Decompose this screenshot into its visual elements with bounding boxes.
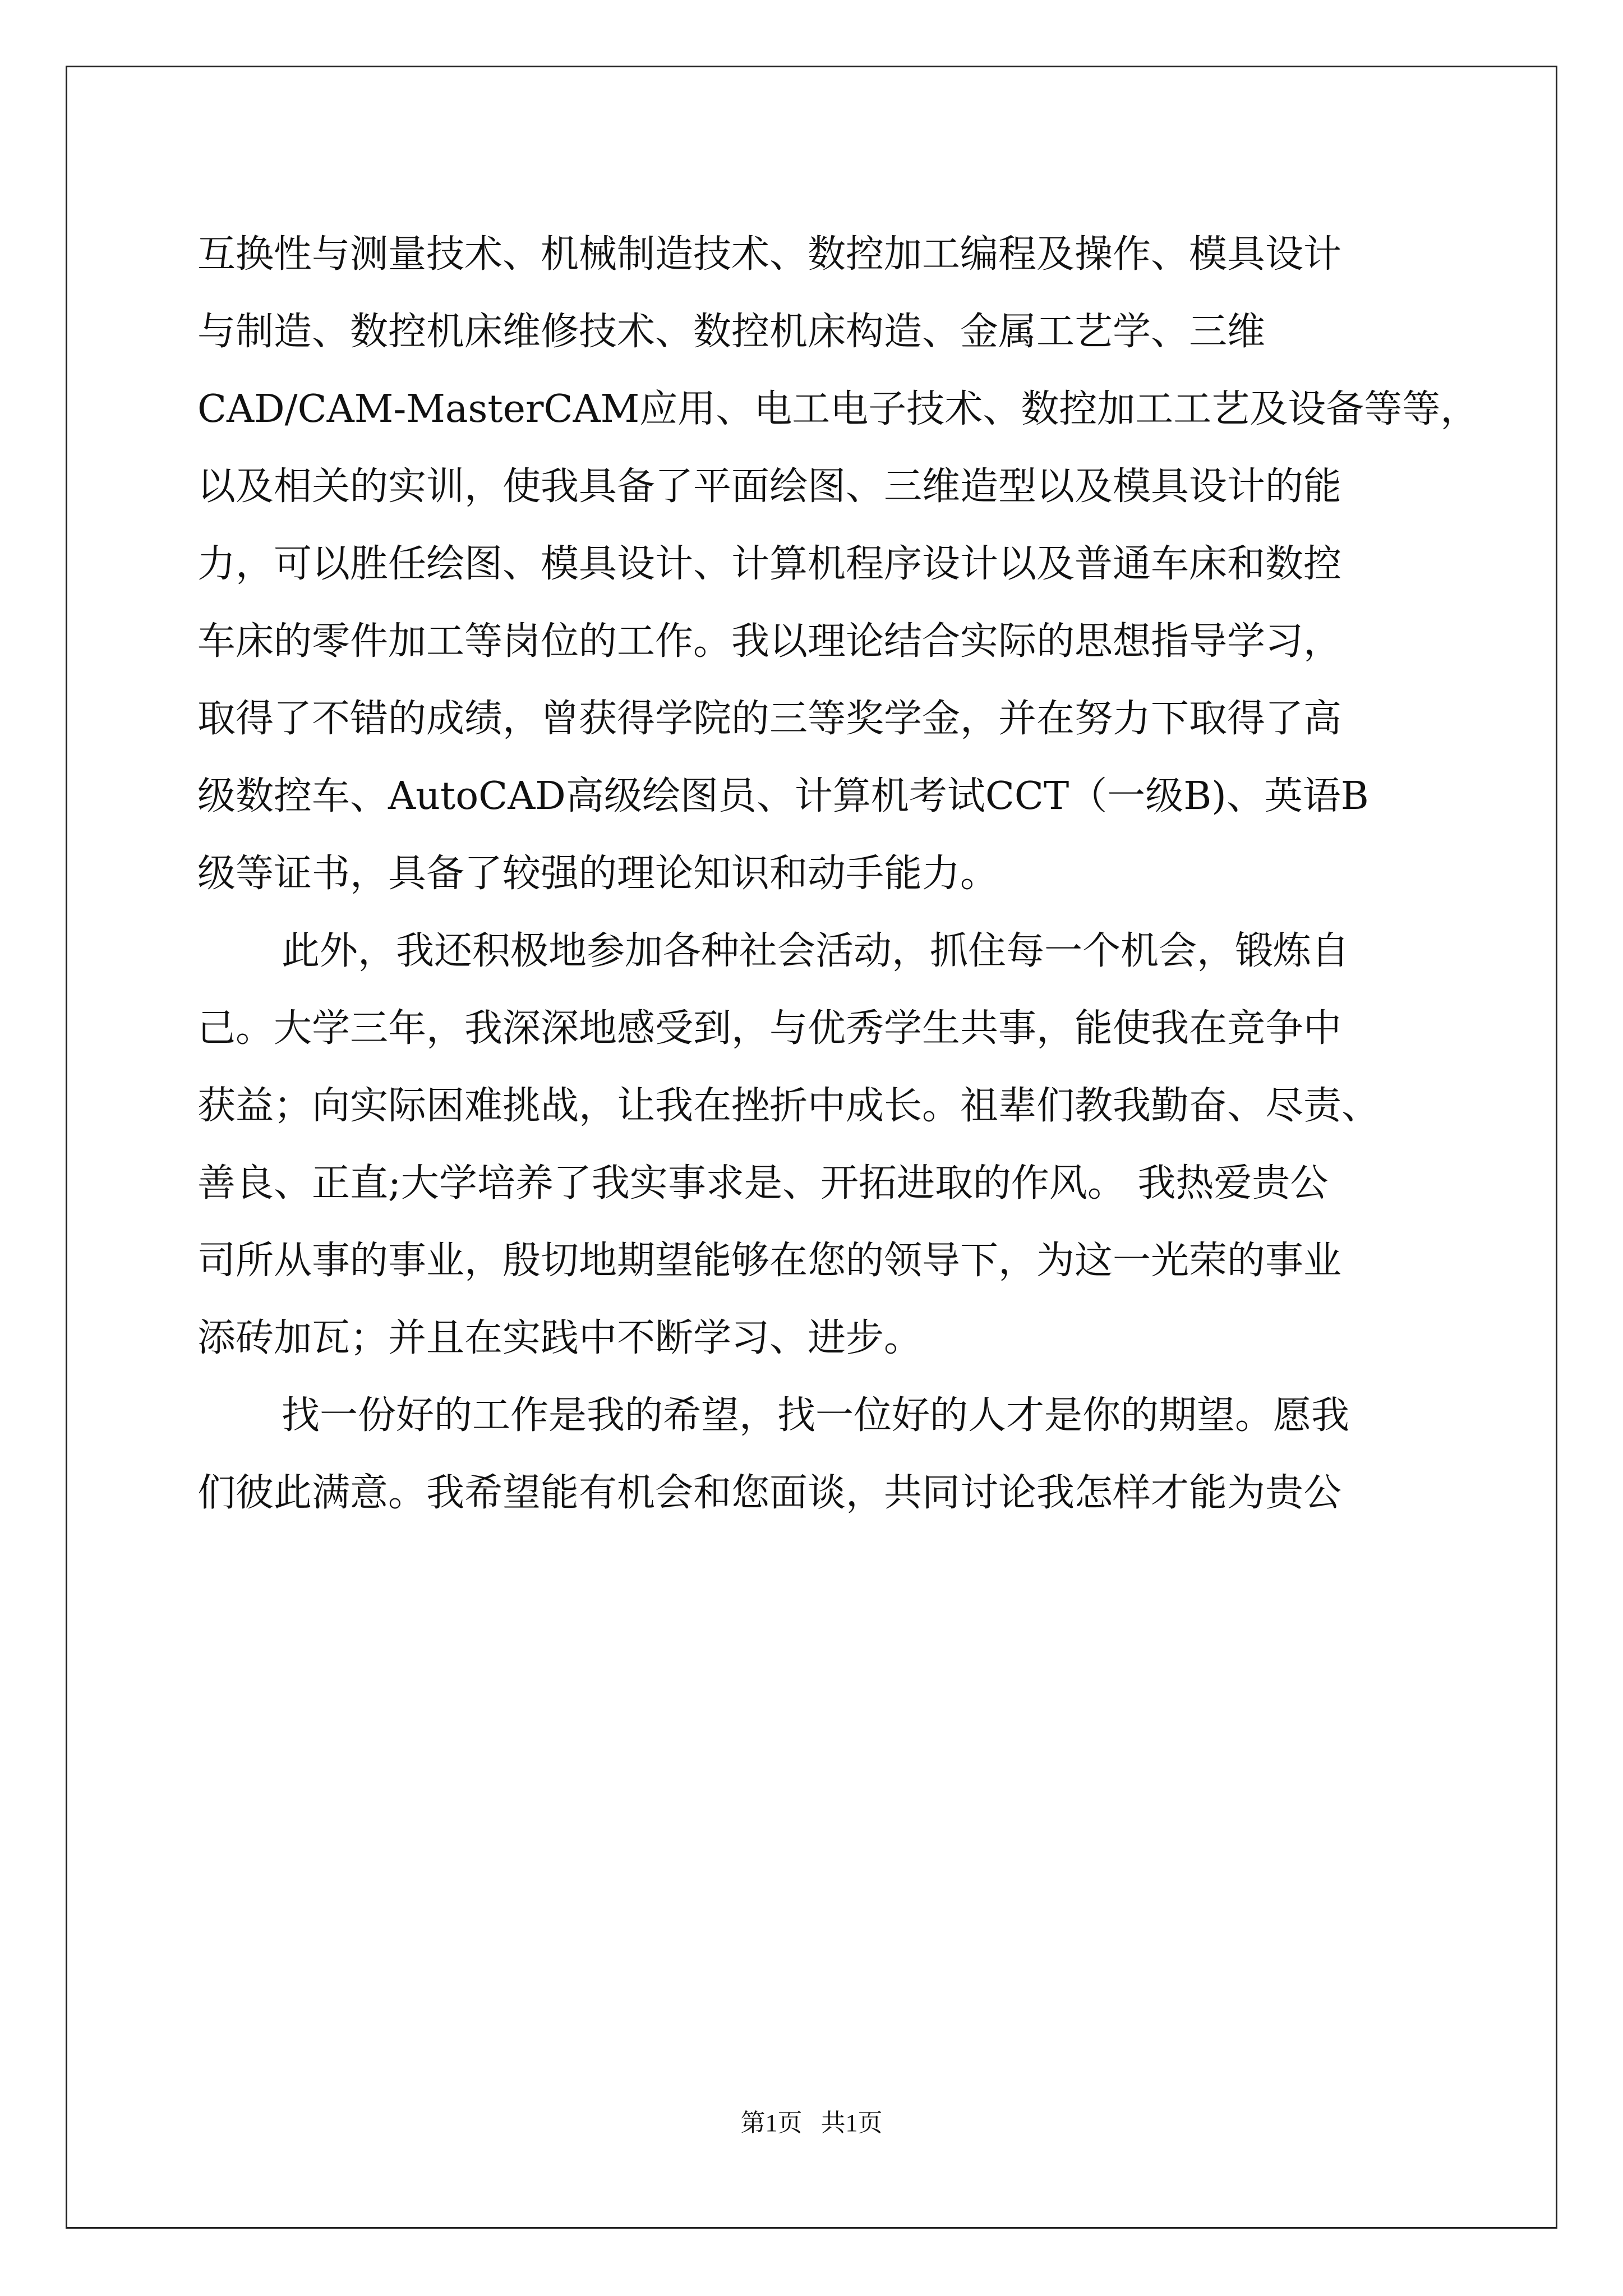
text-line: 善良、正直;大学培养了我实事求是、开拓进取的作风。 我热爱贵公 (197, 1161, 1329, 1205)
text-line: 取得了不错的成绩，曾获得学院的三等奖学金，并在努力下取得了高 (197, 697, 1342, 741)
page-footer: 第1页 共1页 (740, 2109, 883, 2137)
text-line: 添砖加瓦；并且在实践中不断学习、进步。 (197, 1316, 923, 1360)
text-line: 与制造、数控机床维修技术、数控机床构造、金属工艺学、三维 (197, 310, 1266, 354)
text-line: 以及相关的实训，使我具备了平面绘图、三维造型以及模具设计的能 (197, 464, 1342, 509)
text-line: 己。大学三年，我深深地感受到，与优秀学生共事，能使我在竞争中 (197, 1006, 1342, 1051)
document-body (197, 216, 1482, 1532)
text-line: 级数控车、AutoCAD高级绘图员、计算机考试CCT（一级B)、英语B (197, 774, 1369, 818)
text-line: 车床的零件加工等岗位的工作。我以理论结合实际的思想指导学习， (197, 619, 1342, 664)
text-line: 们彼此满意。我希望能有机会和您面谈，共同讨论我怎样才能为贵公 (197, 1471, 1342, 1515)
text-line: CAD/CAM-MasterCAM应用、电工电子技术、数控加工工艺及设备等等， (197, 387, 1479, 431)
paragraph-first-line: 找一份好的工作是我的希望，找一位好的人才是你的期望。愿我 (282, 1393, 1350, 1438)
text-line: 级等证书，具备了较强的理论知识和动手能力。 (197, 852, 999, 896)
text-line: 力，可以胜任绘图、模具设计、计算机程序设计以及普通车床和数控 (197, 542, 1342, 586)
text-line: 获益；向实际困难挑战，让我在挫折中成长。祖辈们教我勤奋、尽责、 (197, 1084, 1380, 1128)
text-line: 司所从事的事业，殷切地期望能够在您的领导下，为这一光荣的事业 (197, 1239, 1342, 1283)
paragraph-first-line: 此外，我还积极地参加各种社会活动，抓住每一个机会，锻炼自 (282, 929, 1350, 973)
text-line: 互换性与测量技术、机械制造技术、数控加工编程及操作、模具设计 (197, 232, 1342, 277)
